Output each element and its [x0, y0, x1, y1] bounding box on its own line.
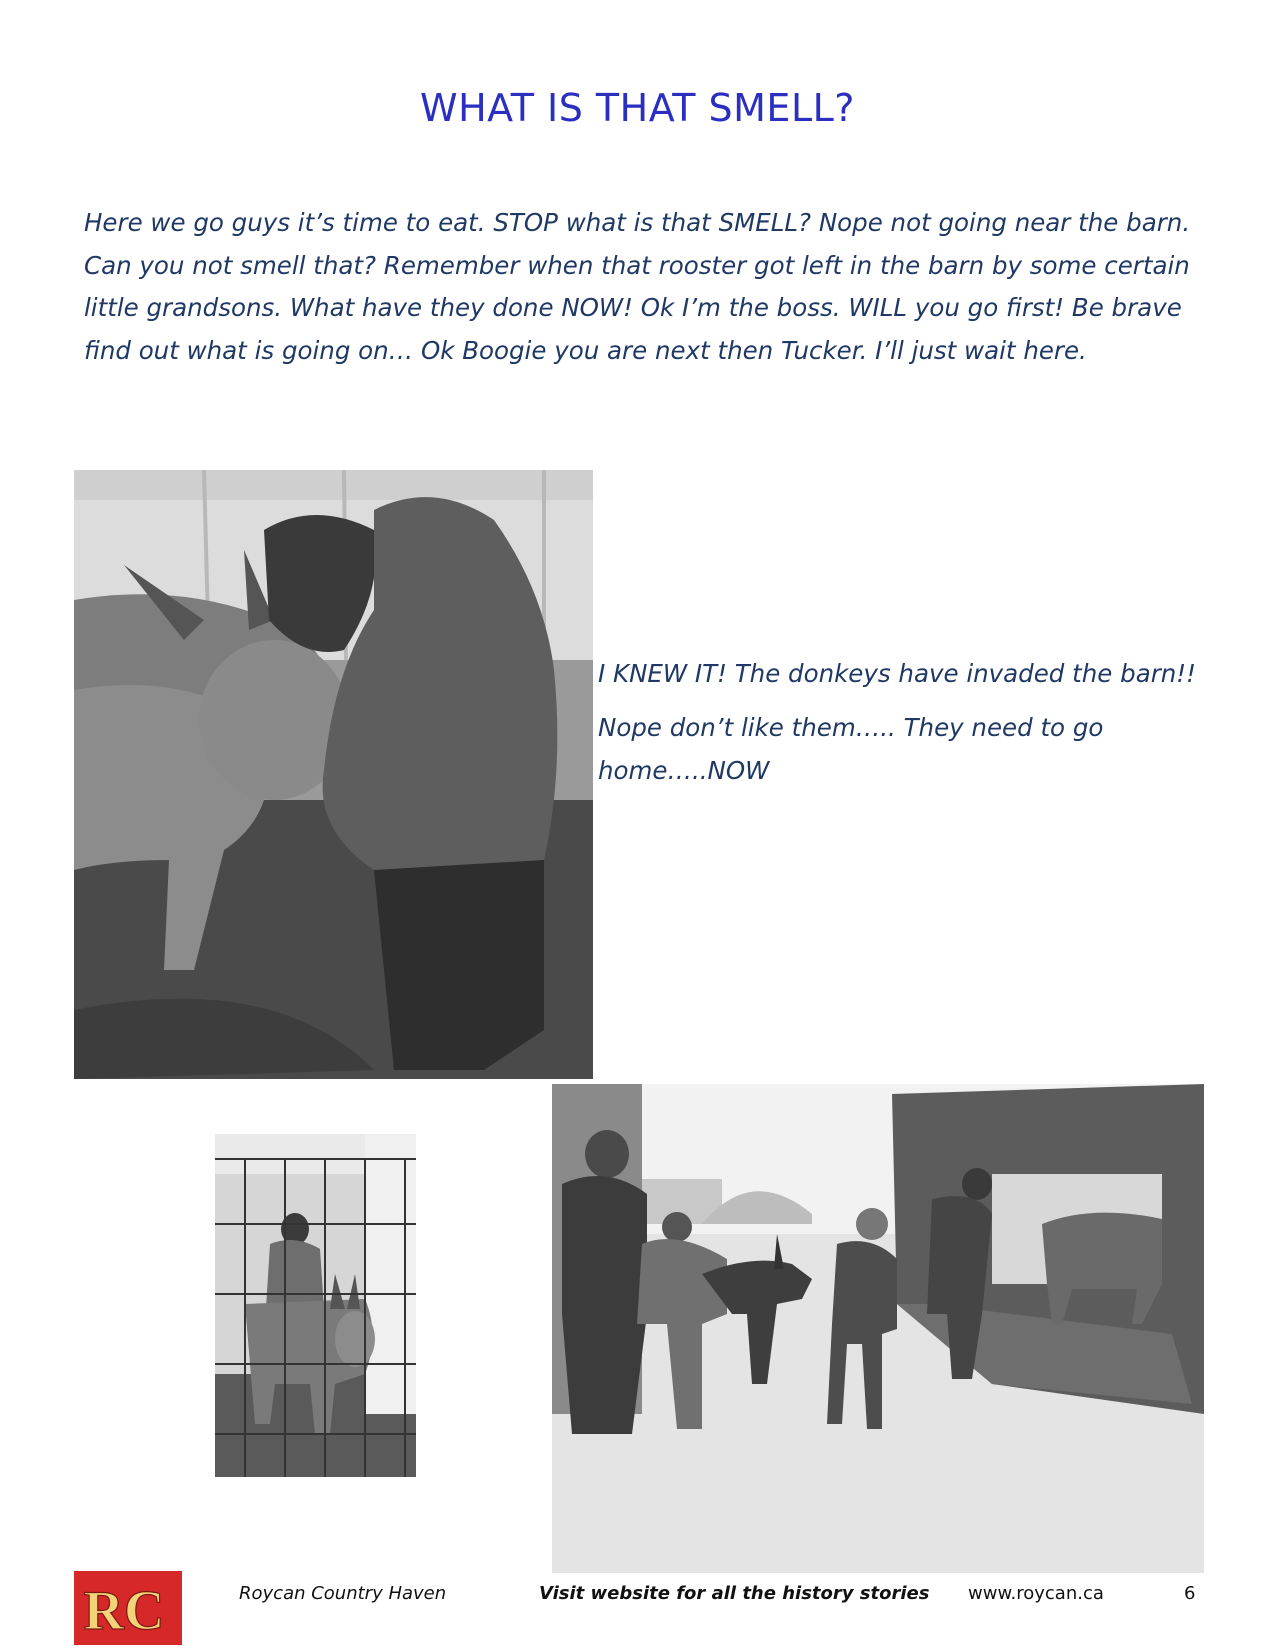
- child-on-donkey-behind-fence-photo: [215, 1134, 416, 1477]
- footer-website-link[interactable]: www.roycan.ca: [968, 1583, 1104, 1604]
- side-caption: [598, 652, 1198, 803]
- side-caption-line-1: I KNEW IT! The donkeys have invaded the barn!!: [598, 659, 1196, 688]
- footer-site-name: Roycan Country Haven: [239, 1583, 447, 1604]
- footer-visit-text: Visit website for all the history stories: [539, 1583, 930, 1604]
- roycan-logo: [74, 1571, 182, 1645]
- logo-letters: RC: [83, 1580, 165, 1642]
- page-number: 6: [1184, 1583, 1196, 1604]
- child-hugging-donkey-photo: [74, 470, 593, 1079]
- intro-paragraph: Here we go guys it’s time to eat. STOP what is that SMELL? Nope not going near the barn. Can you not smell that? Remember when that rooster got left in the barn by some certain little grandsons. What have they done NOW! Ok I’m the boss. WILL you go first! Be brave find out what is going on… Ok Boogie you are next then Tucker. I’ll just wait here.: [84, 208, 1191, 365]
- page-title: WHAT IS THAT SMELL?: [420, 86, 855, 130]
- side-caption-line-2: Nope don’t like them….. They need to go home…..NOW: [598, 713, 1104, 785]
- loading-donkeys-into-trailer-photo: [552, 1084, 1204, 1573]
